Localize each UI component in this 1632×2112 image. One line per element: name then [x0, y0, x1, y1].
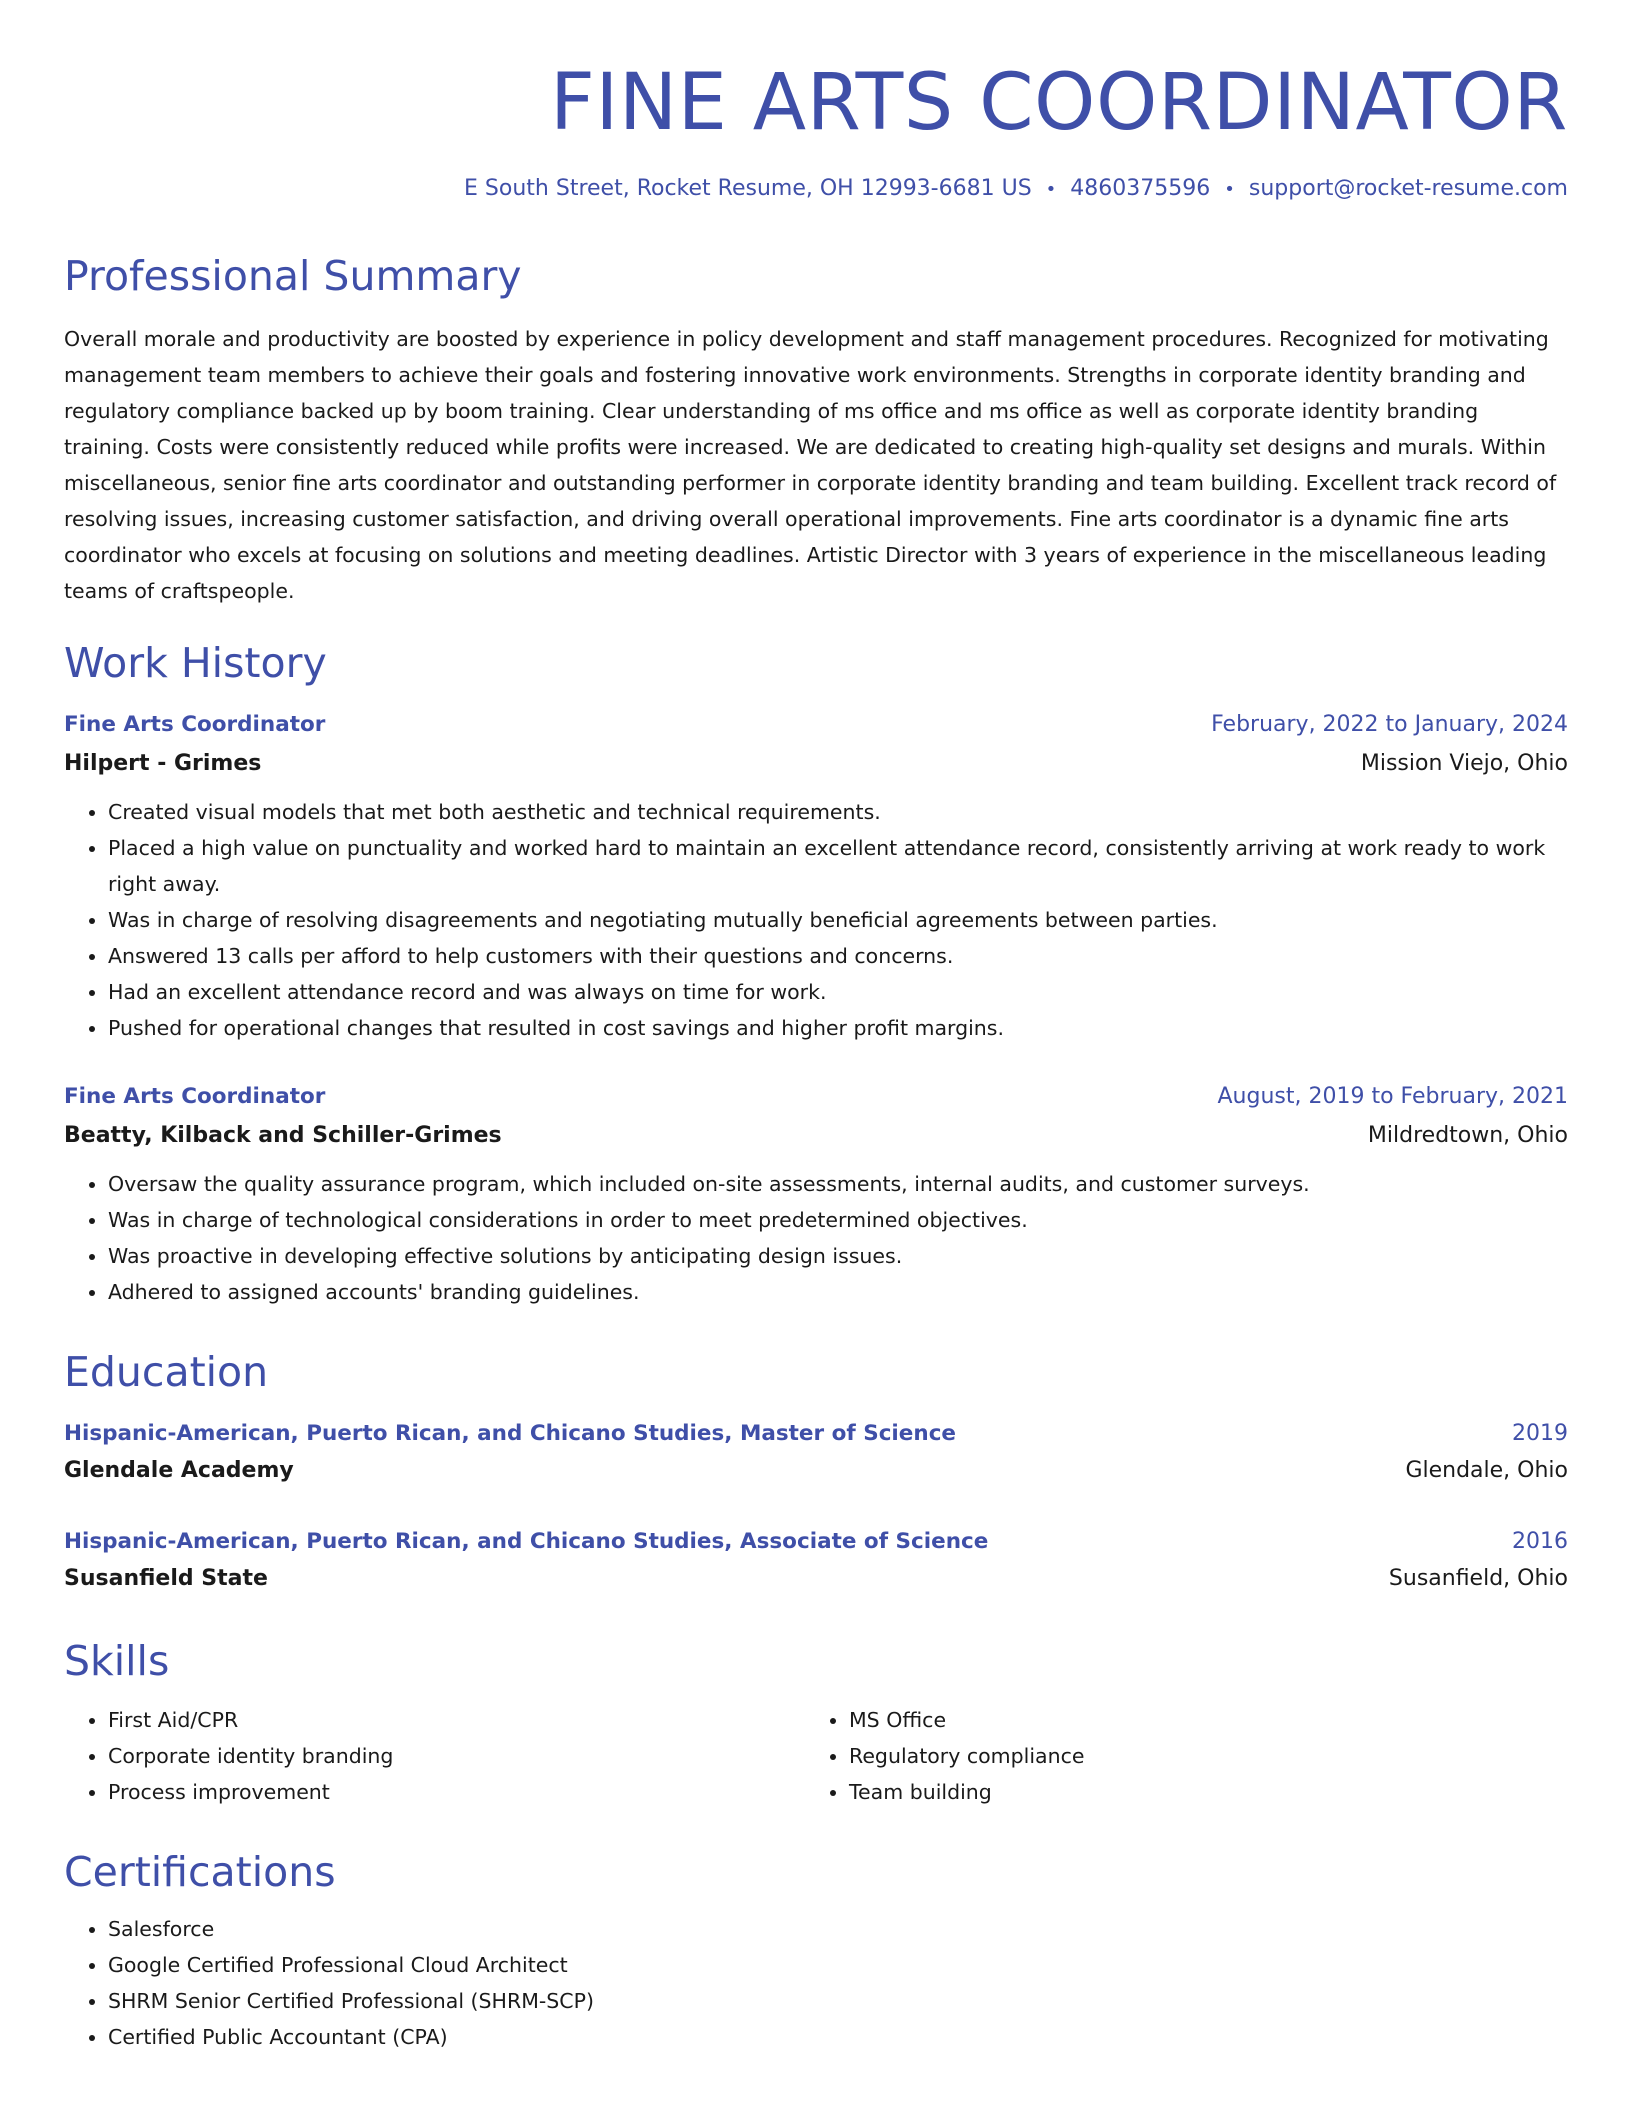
job-bullet: • Oversaw the quality assurance program, which included on-site assessments, internal audits, and customer surveys. — [108, 1166, 1568, 1202]
job-location: Mildredtown, Ohio — [1367, 1123, 1568, 1148]
job-bullet: • Was proactive in developing effective solutions by anticipating design issues. — [108, 1238, 1568, 1274]
contact-separator: • — [1045, 179, 1057, 200]
section-heading-work-history: Work History — [64, 639, 327, 687]
job-bullet: • Had an excellent attendance record and was always on time for work. — [108, 974, 1568, 1010]
job-bullets — [64, 1166, 1568, 1310]
contact-phone: 4860375596 — [1070, 176, 1211, 201]
skill-item: • Regulatory compliance — [849, 1738, 1546, 1774]
job-dates: August, 2019 to February, 2021 — [1217, 1084, 1568, 1109]
section-heading-skills: Skills — [64, 1637, 170, 1685]
job-company: Beatty, Kilback and Schiller-Grimes — [64, 1123, 502, 1148]
work-entry — [64, 712, 1568, 1046]
skills-column-right — [805, 1702, 1546, 1810]
skill-item: • MS Office — [849, 1702, 1546, 1738]
skill-item: • Team building — [849, 1774, 1546, 1810]
education-location: Susanfield, Ohio — [1388, 1566, 1568, 1591]
contact-separator: • — [1224, 179, 1235, 200]
certification-item: • SHRM Senior Certified Professional (SHRM-SCP) — [108, 1983, 1568, 2019]
certification-item: • Salesforce — [108, 1911, 1568, 1947]
job-dates: February, 2022 to January, 2024 — [1211, 712, 1568, 737]
education-entry — [64, 1421, 1568, 1483]
skills-grid — [64, 1702, 1568, 1810]
job-bullet: • Was in charge of technological considerations in order to meet predetermined objectives. — [108, 1202, 1568, 1238]
section-heading-education: Education — [64, 1348, 269, 1396]
skills-column-left — [64, 1702, 805, 1810]
contact-address: E South Street, Rocket Resume, OH 12993-6681 US — [464, 176, 1032, 201]
job-bullets — [64, 794, 1568, 1046]
education-year: 2019 — [1512, 1421, 1568, 1446]
job-bullet: • Created visual models that met both aesthetic and technical requirements. — [108, 794, 1568, 830]
resume-title: FINE ARTS COORDINATOR — [549, 58, 1568, 148]
summary-text: Overall morale and productivity are boosted by experience in policy development and staff management procedures. Recognized for motivating management team members to achieve their goals and fostering innovative work environments. Strengths in corporate identity branding and regulatory compliance backed up by boom training. Clear understanding of ms office and ms office as well as corporate identity branding training. Costs were consistently reduced while profits were increased. We are dedicated to creating high-quality set designs and murals. Within miscellaneous, senior fine arts coordinator and outstanding performer in corporate identity branding and team building. Excellent track record of resolving issues, increasing customer satisfaction, and driving overall operational improvements. Fine arts coordinator is a dynamic fine arts coordinator who excels at focusing on solutions and meeting deadlines. Artistic Director with 3 years of experience in the miscellaneous leading teams of craftspeople. — [64, 327, 1557, 603]
skill-item: • Corporate identity branding — [108, 1738, 805, 1774]
job-bullet: • Placed a high value on punctuality and worked hard to maintain an excellent attendance record, consistently arriving at work ready to work right away. — [108, 830, 1568, 902]
job-title: Fine Arts Coordinator — [64, 712, 326, 737]
work-entry — [64, 1084, 1568, 1310]
skill-item: • Process improvement — [108, 1774, 805, 1810]
education-school: Susanfield State — [64, 1566, 268, 1591]
job-bullet: • Adhered to assigned accounts' branding guidelines. — [108, 1274, 1568, 1310]
certification-item: • Certified Public Accountant (CPA) — [108, 2019, 1568, 2055]
certification-list — [64, 1911, 1568, 2055]
contact-email: support@rocket-resume.com — [1248, 176, 1568, 201]
education-school: Glendale Academy — [64, 1458, 294, 1483]
education-entry — [64, 1529, 1568, 1591]
education-degree: Hispanic-American, Puerto Rican, and Chicano Studies, Associate of Science — [64, 1529, 989, 1554]
job-title: Fine Arts Coordinator — [64, 1084, 326, 1109]
education-degree: Hispanic-American, Puerto Rican, and Chicano Studies, Master of Science — [64, 1421, 957, 1446]
certification-item: • Google Certified Professional Cloud Architect — [108, 1947, 1568, 1983]
section-heading-certifications: Certifications — [64, 1848, 336, 1896]
job-bullet: • Answered 13 calls per afford to help customers with their questions and concerns. — [108, 938, 1568, 974]
education-location: Glendale, Ohio — [1405, 1458, 1568, 1483]
contact-line — [64, 178, 1568, 200]
job-bullet: • Pushed for operational changes that resulted in cost savings and higher profit margins. — [108, 1010, 1568, 1046]
job-bullet: • Was in charge of resolving disagreements and negotiating mutually beneficial agreements between parties. — [108, 902, 1568, 938]
skill-item: • First Aid/CPR — [108, 1702, 805, 1738]
job-location: Mission Viejo, Ohio — [1360, 751, 1568, 776]
section-heading-summary: Professional Summary — [64, 252, 522, 300]
job-company: Hilpert - Grimes — [64, 751, 262, 776]
education-year: 2016 — [1512, 1529, 1568, 1554]
